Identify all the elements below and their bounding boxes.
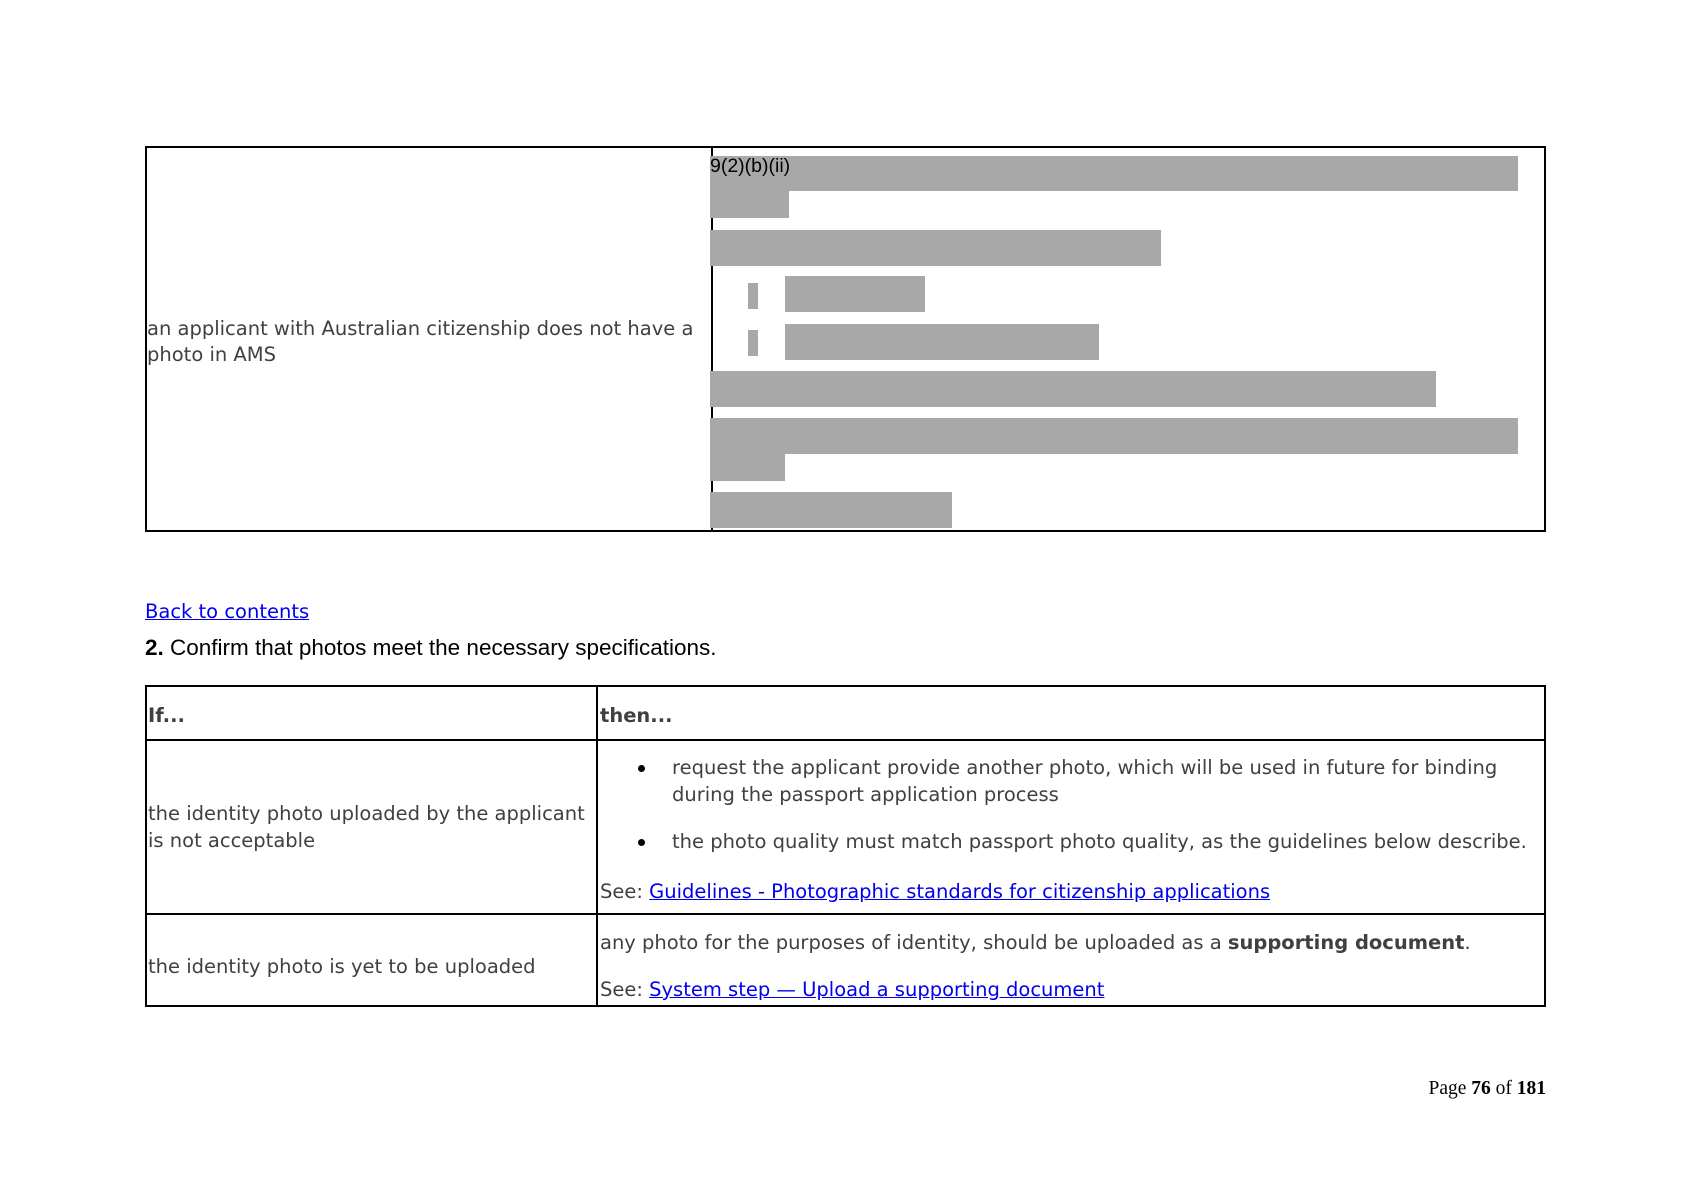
redaction-bullet (748, 330, 758, 356)
see-reference (600, 878, 1540, 905)
table-column-divider (596, 687, 598, 1005)
total-pages: 181 (1516, 1078, 1546, 1099)
table-cell-condition: an applicant with Australian citizenship does not have a photo in AMS (147, 317, 694, 366)
step-heading (145, 634, 717, 662)
then-bold-text: supporting document (1227, 931, 1465, 954)
list-item: the photo quality must match passport photo quality, as the guidelines below describe. (672, 830, 1527, 853)
current-page: 76 (1471, 1078, 1491, 1099)
redaction-block (710, 371, 1436, 407)
see-label: See: (600, 978, 650, 1001)
step-title: Confirm that photos meet the necessary specifications. (170, 635, 717, 660)
table-header-then: then... (600, 704, 673, 727)
back-to-contents-link[interactable]: Back to contents (145, 600, 310, 623)
table-row-divider (147, 913, 1544, 915)
step-number: 2. (145, 635, 164, 660)
list-item: request the applicant provide another photo, which will be used in future for binding during the passport application process (672, 756, 1498, 806)
redaction-block (785, 324, 1099, 360)
page-word: Page (1428, 1078, 1472, 1099)
redaction-block (710, 191, 789, 218)
page-number (1400, 1078, 1546, 1100)
redaction-block (710, 156, 1518, 191)
bullet-icon (638, 839, 645, 846)
see-label: See: (600, 880, 650, 903)
of-word: of (1490, 1078, 1517, 1099)
table-cell-then (600, 929, 1540, 956)
redaction-block (785, 276, 925, 312)
redaction-label: 9(2)(b)(ii) (710, 155, 791, 177)
table-row-divider (147, 739, 1544, 741)
bullet-icon (638, 765, 645, 772)
table-cell-if: the identity photo is yet to be uploaded (148, 955, 536, 978)
upload-supporting-document-link[interactable]: System step — Upload a supporting document (649, 978, 1105, 1001)
then-text: any photo for the purposes of identity, should be uploaded as a (600, 931, 1228, 954)
table-cell-if: the identity photo uploaded by the applicant is not acceptable (148, 802, 585, 852)
redaction-block (710, 230, 1161, 266)
redaction-bullet (748, 283, 758, 309)
redaction-block (710, 492, 952, 528)
redaction-block (710, 454, 785, 481)
see-reference (600, 976, 1540, 1003)
table-header-if: If... (148, 704, 185, 727)
photographic-standards-link[interactable]: Guidelines - Photographic standards for citizenship applications (649, 880, 1271, 903)
then-text-end: . (1464, 931, 1471, 954)
redaction-block (710, 418, 1518, 454)
